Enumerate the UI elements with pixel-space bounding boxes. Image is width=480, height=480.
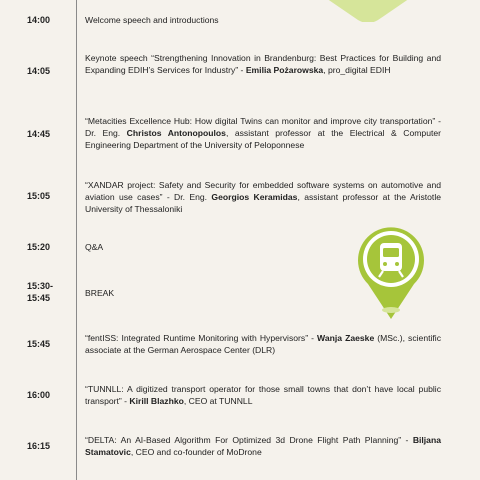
session-description [85, 52, 441, 76]
time-label: 15:45 [27, 339, 51, 349]
description-text: , assistant professor at the Aristotle University of Thessaloniki [85, 192, 442, 215]
session-description [85, 383, 441, 407]
time-label: 16:00 [27, 390, 51, 400]
session-description [85, 332, 441, 356]
description-text: (MSc.), scientific associate at the German Aerospace Center (DLR) [85, 333, 441, 356]
time-label: 15:05 [27, 191, 51, 201]
time-label: 15:20 [27, 242, 51, 252]
description-text: Keynote speech “Strengthening Innovation in Brandenburg: Best Practices for Building and Expanding EDIH’s Services for Industry” - [85, 53, 441, 76]
description-text: Welcome speech and introductions [85, 15, 219, 25]
description-text: , assistant professor at the Electrical & Computer Engineering Department of the University of Peloponnese [85, 128, 442, 151]
time-label: 14:45 [27, 129, 51, 139]
description-text: “TUNNLL: A digitized transport operator for those small towns that don’t have local public transport” - [85, 384, 441, 407]
session-description [85, 287, 441, 299]
speaker-name: Biljana Stamatovic [85, 435, 441, 458]
speaker-name: Georgios Keramidas [211, 192, 298, 203]
description-text: “fentISS: Integrated Runtime Monitoring with Hypervisors” - [85, 333, 318, 343]
session-description [85, 241, 441, 253]
description-text: , pro_digital EDIH [323, 65, 391, 76]
speaker-name: Wanja Zaeske [317, 333, 375, 343]
session-description [85, 434, 441, 458]
time-label: 15:30- 15:45 [27, 281, 54, 303]
time-label: 16:15 [27, 441, 51, 451]
description-text: “XANDAR project: Safety and Security for embedded software systems on automotive and aviation use cases” - Dr. Eng. [85, 180, 441, 203]
description-text: Q&A [85, 242, 104, 252]
time-label: 14:05 [27, 66, 51, 76]
speaker-name: Christos Antonopoulos [126, 128, 226, 139]
time-label: 14:00 [27, 15, 51, 25]
timeline-line [76, 0, 77, 480]
session-description [85, 115, 441, 152]
speaker-name: Kirill Blazhko [129, 396, 184, 407]
session-description [85, 14, 441, 26]
description-text: “Metacities Excellence Hub: How digital Twins can monitor and improve city transportation” - Dr. Eng. [85, 116, 441, 139]
description-text: , CEO at TUNNLL [183, 396, 253, 407]
session-description [85, 179, 441, 216]
description-text: , CEO and co-founder of MoDrone [130, 447, 262, 458]
train-pin-icon [354, 222, 428, 320]
description-text: BREAK [85, 288, 115, 298]
speaker-name: Emilia Pożarowska [245, 65, 324, 76]
description-text: “DELTA: An AI-Based Algorithm For Optimized 3d Drone Flight Path Planning” - [85, 435, 413, 445]
